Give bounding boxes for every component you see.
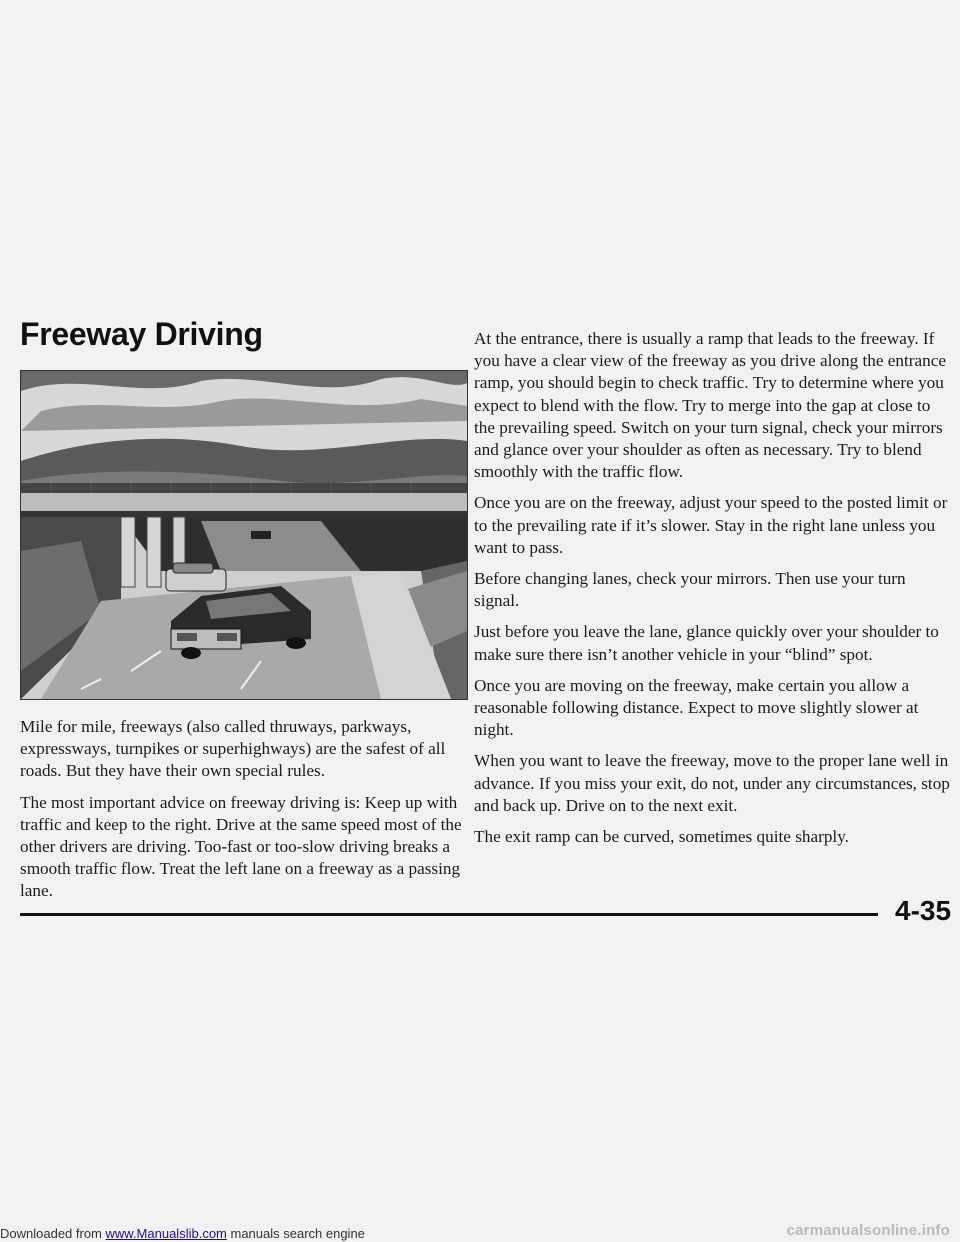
page-number: 4-35 [895,895,952,926]
paragraph: At the entrance, there is usually a ramp that leads to the freeway. If you have a clear view of the freeway as you drive along the entrance ramp, you should begin to check traffic. Try to determine where you expect to blend with the flow. Try to merge into the gap at close to the prevailing speed. Switch on your turn signal, check your mirrors and glance over your shoulder as often as necessary. Try to blend smoothly with the traffic flow. [474,329,946,482]
download-prefix: Downloaded from [0,1226,106,1241]
right-text-column [474,328,950,857]
paragraph: Before changing lanes, check your mirrors. Then use your turn signal. [474,569,906,611]
manualslib-link[interactable]: www.Manualslib.com [105,1226,227,1241]
paragraph: Once you are on the freeway, adjust your speed to the posted limit or to the prevailing rate if it’s slower. Stay in the right lane unless you want to pass. [474,493,948,557]
download-suffix: manuals search engine [226,1226,365,1241]
paragraph: The exit ramp can be curved, sometimes quite sharply. [474,827,849,847]
page-title: Freeway Driving [20,316,263,352]
watermark: carmanualsonline.info [786,1222,950,1239]
left-text-column [20,716,466,912]
paragraph: Just before you leave the lane, glance quickly over your shoulder to make sure there isn’t another vehicle in your “blind” spot. [474,622,939,664]
freeway-overpass-illustration [20,370,468,700]
paragraph: Once you are moving on the freeway, make certain you allow a reasonable following distance. Expect to move slightly slower at night. [474,675,919,740]
download-source-bar [0,1226,760,1242]
paragraph: Mile for mile, freeways (also called thruways, parkways, expressways, turnpikes or superhighways) are the safest of all roads. But they have their own special rules. [20,717,446,781]
paragraph: The most important advice on freeway driving is: Keep up with traffic and keep to the right. Drive at the same speed most of the other drivers are driving. Too-fast or too-slow driving breaks a smooth traffic flow. Treat the left lane on a freeway as a passing lane. [20,792,462,901]
footer-rule [20,913,878,916]
paragraph: When you want to leave the freeway, move to the proper lane well in advance. If you miss your exit, do not, under any circumstances, stop and back up. Drive on to the next exit. [474,751,950,815]
